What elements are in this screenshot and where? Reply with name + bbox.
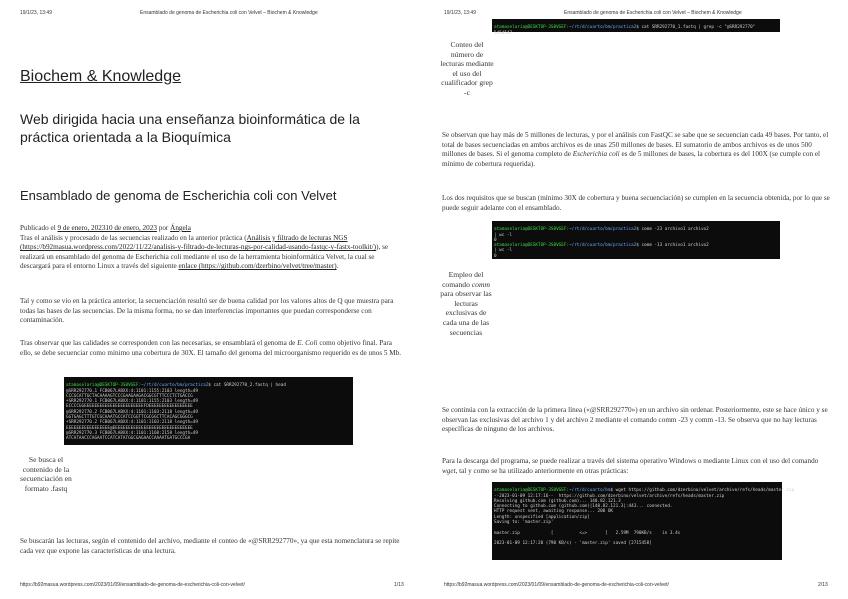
terminal-line: | wc -l xyxy=(494,232,513,238)
terminal-line: ATCATAACCCAGAATCCATCATATGGCGAGAACCAAAATGATGCCCGA xyxy=(66,436,191,442)
terminal-command: $ wget https://github.com/dzerbino/velvet/archive/refs/heads/master.zip xyxy=(610,488,795,494)
paragraph-quality: Tal y como se vio en la práctica anterior, la secuenciación resultó ser de buena calidad por los valores altos de Q que muestra para todas las bases de las secuencias. De la misma forma, no se dan interferencias importantes que puedan corresponderse con contaminación. xyxy=(20,297,394,325)
terminal-screenshot-grep-count xyxy=(492,19,780,36)
previous-practice-link[interactable]: Análisis y filtrado de lecturas NGS (https://b92masua.wordpress.com/2022/11/22/analisis-y-filtrado-de-lecturas-ngs-por-calidad-usando-fastqc-y-fastx-toolkit/) xyxy=(20,233,377,252)
paragraph-download-text-2: , tal y como se ha utilizado anteriormente en otras prácticas: xyxy=(455,466,629,475)
footer-page-number: 2/13 xyxy=(818,582,828,588)
paragraph-download-command: wget xyxy=(442,466,456,475)
terminal-command: $ cat SRR292770_1.fastq | grep -c "@SRR292770" xyxy=(636,25,756,31)
figure-caption-grep: Conteo del número de lecturas mediante el uso del cualificador grep -c xyxy=(440,40,494,97)
paragraph-coverage-calc-text-1: Se observan que hay más de 5 millones de lecturas, y por el análisis con FastQC se sabe que se secuencian cada 49 bases. Por tanto, el total de bases secuenciadas en ambos archivos es de unas 250 millones de bases. El sumatorio de ambos archivos es de unos 500 millones de bases. Si el genoma completo de xyxy=(442,131,829,159)
site-title[interactable]: Biochem & Knowledge xyxy=(20,68,181,85)
intro-text-2: ), se realizará un ensamblado del genoma de Escherichia coli mediante el uso de la herramienta bioinformática Velvet, la cual se descargará para el entorno Linux a través del siguiente xyxy=(20,243,389,271)
terminal-line: Length: unspecified [application/zip] xyxy=(494,514,590,520)
terminal-screenshot-fastq-head xyxy=(64,377,353,445)
footer-url: https://b92masua.wordpress.com/2023/01/09/ensamblado-de-genoma-de-escherichia-coli-con-velvet/ xyxy=(20,582,245,588)
paragraph-coverage-species: E. Coli xyxy=(297,339,318,347)
terminal-screenshot-wget xyxy=(492,482,795,560)
terminal-line: | wc -l xyxy=(494,248,513,254)
post-meta-prefix: Publicado el xyxy=(20,224,58,232)
header-time: 19/1/23, 13:49 xyxy=(20,10,52,16)
terminal-command: $ cat SRR292770_2.fastq | head xyxy=(208,383,286,389)
figure-caption-fastq: Se busca el contenido de la secuenciación en formato .fastq xyxy=(20,455,72,493)
terminal-path: ~/rt/d/cuarto/bm/practica2 xyxy=(569,243,637,249)
terminal-path: ~/rt/d/cuarto/bm/practica2 xyxy=(569,227,637,233)
terminal-path: ~/rt/d/cuarto/bm/practica2 xyxy=(141,383,209,389)
terminal-prompt: atamaselaria@DESKTOP-3S0VGEF: xyxy=(494,25,570,31)
paragraph-coverage-calc xyxy=(442,131,830,169)
terminal-line: 2023-01-09 12:17:20 (790 KB/s) - 'master.zip' saved [2715458] xyxy=(494,541,652,547)
post-title: Ensamblado de genoma de Escherichia coli con Velvet xyxy=(20,188,337,203)
figure-caption-comm-command: comm xyxy=(471,279,490,289)
terminal-line: master.zip [ <=> ] 2.59M 790KB/s in 3.4s xyxy=(494,530,681,536)
terminal-result: 5454547 xyxy=(494,30,513,36)
author-link[interactable]: Ángela xyxy=(170,224,191,232)
paragraph-coverage xyxy=(20,339,405,358)
terminal-line: 0 xyxy=(494,253,497,259)
post-meta-by: por xyxy=(156,224,171,232)
terminal-prompt: atamaselaria@DESKTOP-3S0VGEF: xyxy=(494,488,570,494)
site-tagline: Web dirigida hacia una enseñanza bioinformática de la práctica orientada a la Bioquímica xyxy=(20,111,360,145)
page-2 xyxy=(424,0,848,599)
intro-paragraph xyxy=(20,224,405,272)
paragraph-coverage-calc-text-2: es de 5 millones de bases, la cobertura es del 100X (se cumple con el mínimo de cobertura requerida). xyxy=(442,150,821,168)
terminal-path: ~/rt/d/cuarto/bm/practica2 xyxy=(569,25,637,31)
velvet-download-link[interactable]: enlace (https://github.com/dzerbino/velvet/tree/master) xyxy=(178,262,337,271)
terminal-command: $ comm -23 archivo1 archivo2 xyxy=(636,227,709,233)
paragraph-coverage-calc-species: Escherichia coli xyxy=(572,150,620,159)
paragraph-coverage-text-1: Tras observar que las calidades se corresponden con las necesarias, se ensamblará el genoma de xyxy=(20,339,298,347)
terminal-line: +SRR292770.1 FCB067LABXX:4:1101:1155:2103 length=49 xyxy=(66,399,198,405)
paragraph-extraction: Se continúa con la extracción de la primera línea («@SRR292770») en un archivo sin ordenar. Posteriormente, este se hace único y se observan las exclusivas del archivo 1 y del archivo 2 mediante el comando comm -23 y comm -13. Se observa que no hay lecturas específicas de ninguno de los archivos. xyxy=(442,406,828,434)
intro-text-1: Tras el análisis y procesado de las secuencias realizado en la anterior práctica ( xyxy=(20,233,247,242)
terminal-line: Resolving github.com (github.com)... 140.82.121.3 xyxy=(494,498,621,504)
header-time: 19/1/23, 13:49 xyxy=(444,10,476,16)
terminal-line: @SRR292770.1 FCB067LABXX:4:1101:1155:2103 length=49 xyxy=(66,388,198,394)
terminal-line: +SRR292770.2 FCB067LABXX:4:1101:1103:2118 length=49 xyxy=(66,420,198,426)
paragraph-download-text-1: Para la descarga del programa, se puede realizar a través del sistema operativo Windows o mediante Linux con el uso del comando xyxy=(442,457,819,465)
terminal-line: @SRR292770.3 FCB067LABXX:4:1101:1168:2158 length=49 xyxy=(66,430,198,436)
terminal-line: HTTP request sent, awaiting response... 200 OK xyxy=(494,509,613,515)
terminal-prompt: atamaselaria@DESKTOP-3S0VGEF: xyxy=(494,243,570,249)
paragraph-read-count: Se buscarán las lecturas, según el contenido del archivo, mediante el conteo de «@SRR292770», ya que esta nomenclatura se repite cada vez que expone las características de una lectura. xyxy=(20,537,400,555)
paragraph-requirements: Los dos requisitos que se buscan (mínimo 30X de cobertura y buena secuenciación) se cumplen en la secuencia obtenida, por lo que se puede seguir adelante con el ensamblado. xyxy=(442,194,830,212)
intro-text-3: . xyxy=(336,262,339,271)
header-title: Ensamblado de genoma de Escherichia coli con Velvet – Biochem & Knowledge xyxy=(564,10,742,16)
figure-caption-comm-text-2: para observar las lecturas exclusivas de cada una de las secuencias xyxy=(440,289,492,337)
terminal-line: @SRR292770.2 FCB067LABXX:4:1101:1103:2118 length=49 xyxy=(66,409,198,415)
footer-page-number: 1/13 xyxy=(394,582,404,588)
terminal-prompt: atamaselaria@DESKTOP-3S0VGEF: xyxy=(66,383,142,389)
header-title: Ensamblado de genoma de Escherichia coli con Velvet – Biochem & Knowledge xyxy=(140,10,318,16)
figure-caption-comm xyxy=(440,270,492,337)
terminal-screenshot-comm xyxy=(492,221,780,259)
footer-url: https://b92masua.wordpress.com/2023/01/09/ensamblado-de-genoma-de-escherichia-coli-con-velvet/ xyxy=(444,582,669,588)
terminal-line: ECCCCGGEEEEEEEEEEEEEEEEEEEEEEEFDEEEEEEEEEEEEEEEEE xyxy=(66,404,193,410)
terminal-line: Connecting to github.com (github.com)|140.82.121.3|:443... connected. xyxy=(494,504,673,510)
terminal-prompt: atamaselaria@DESKTOP-3S0VGEF: xyxy=(494,227,570,233)
paragraph-coverage-text-2: como objetivo final. Para ello, se debe secuenciar como mínimo una cobertura de 30X. El tamaño del genoma del microorganismo requerido es de unos 5 Mb. xyxy=(20,339,402,357)
terminal-command: $ comm -13 archivo1 archivo2 xyxy=(636,243,709,249)
terminal-line: --2023-01-09 12:17:16-- https://github.com/dzerbino/velvet/archive/refs/heads/master.zip xyxy=(494,493,725,499)
post-date-link[interactable]: 9 de enero, 202310 de enero, 2023 xyxy=(57,224,157,232)
terminal-line: CCCGCATTGCTACAAAAGTCCCGAAGAAGACGGCGTTTCCCTCTGACCG xyxy=(66,393,193,399)
terminal-line: EEEEEEEEEEEEEEEEE@EEEEEEEEEEEEEEEEEEEEEEEEEEEEEEE xyxy=(66,425,193,431)
terminal-path: ~/rt/d/cuarto/bm xyxy=(569,488,611,494)
terminal-line: Saving to: 'master.zip' xyxy=(494,520,554,526)
paragraph-download xyxy=(442,457,830,476)
terminal-line: GGTGAGCTTTGTCGCAAATGCCATCCGGTTCGCGGCTTCACAGCGGGCG xyxy=(66,415,193,421)
figure-caption-comm-text-1: Empleo del comando xyxy=(442,270,484,289)
terminal-line: 0 xyxy=(494,237,497,243)
